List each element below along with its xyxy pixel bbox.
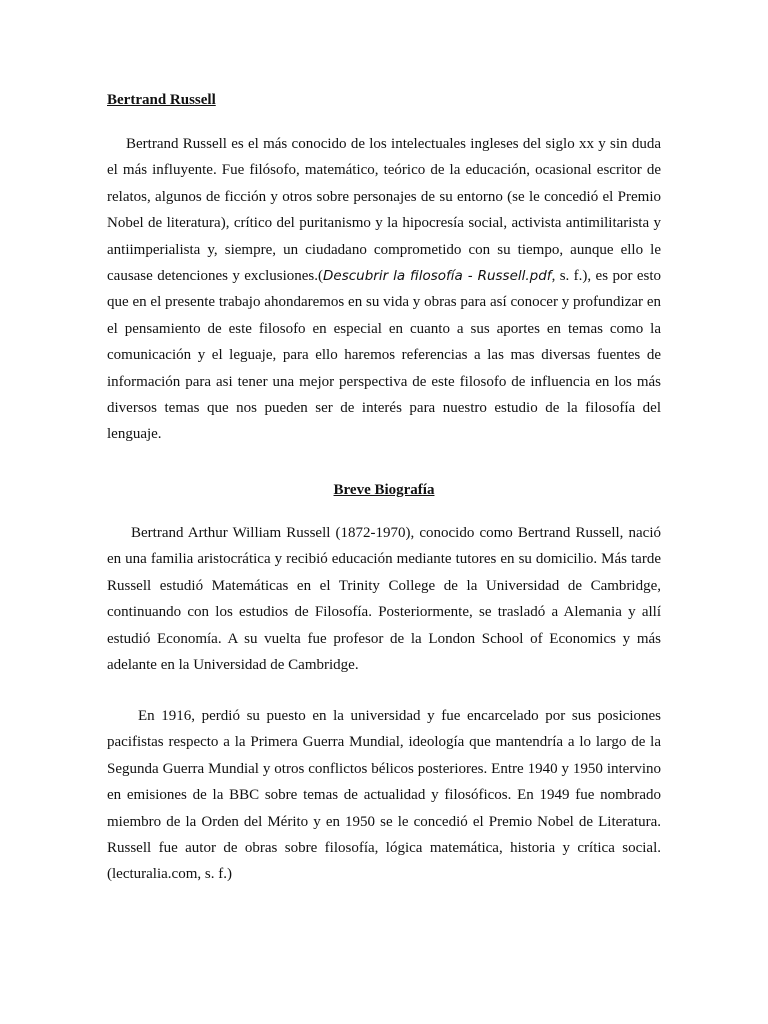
intro-text-before-citation: Bertrand Russell es el más conocido de los intelectuales ingleses del siglo xx y sin duda el más influyente. Fue filósofo, matemático, teórico de la educación, ocasional escritor de relatos, algunos de ficción y otros sobre personajes de su entorno (se le concedió el Premio Nobel de literatura), crítico del puritanismo y la hipocresía social, activista antimilitarista y antiimperialista y, siempre, un ciudadano comprometido con su tiempo, aunque ello le causase detenciones y exclusiones.( (107, 136, 661, 285)
intro-paragraph (107, 131, 661, 448)
biography-paragraph-1: Bertrand Arthur William Russell (1872-1970), conocido como Bertrand Russell, nació en una familia aristocrática y recibió educación mediante tutores en su domicilio. Más tarde Russell estudió Matemáticas en el Trinity College de la Universidad de Cambridge, continuando con los estudios de Filosofía. Posteriormente, se trasladó a Alemania y allí estudió Economía. A su vuelta fue profesor de la London School of Economics y más adelante en la Universidad de Cambridge. (107, 525, 661, 674)
document-title: Bertrand Russell (107, 92, 216, 108)
section-title-biography: Breve Biografía (333, 482, 435, 498)
intro-citation-title: Descubrir la filosofía - Russell.pdf (323, 268, 552, 285)
intro-text-after-citation: , s. f.), es por esto que en el presente trabajo ahondaremos en su vida y obras para así conocer y profundizar en el pensamiento de este filosofo en especial en cuanto a sus aportes en temas como la comunicación y el leguaje, para ello haremos referencias a las mas diversas fuentes de información para asi tener una mejor perspectiva de este filosofo de influencia en los más diversos temas que nos pueden ser de interés para nuestro estudio de la filosofía del lenguaje. (107, 268, 661, 443)
biography-paragraph-2: En 1916, perdió su puesto en la universidad y fue encarcelado por sus posiciones pacifistas respecto a la Primera Guerra Mundial, ideología que mantendría a lo largo de la Segunda Guerra Mundial y otros conflictos bélicos posteriores. Entre 1940 y 1950 intervino en emisiones de la BBC sobre temas de actualidad y filosóficos. En 1949 fue nombrado miembro de la Orden del Mérito y en 1950 se le concedió el Premio Nobel de Literatura. Russell fue autor de obras sobre filosofía, lógica matemática, historia y crítica social. (lecturalia.com, s. f.) (107, 708, 661, 883)
